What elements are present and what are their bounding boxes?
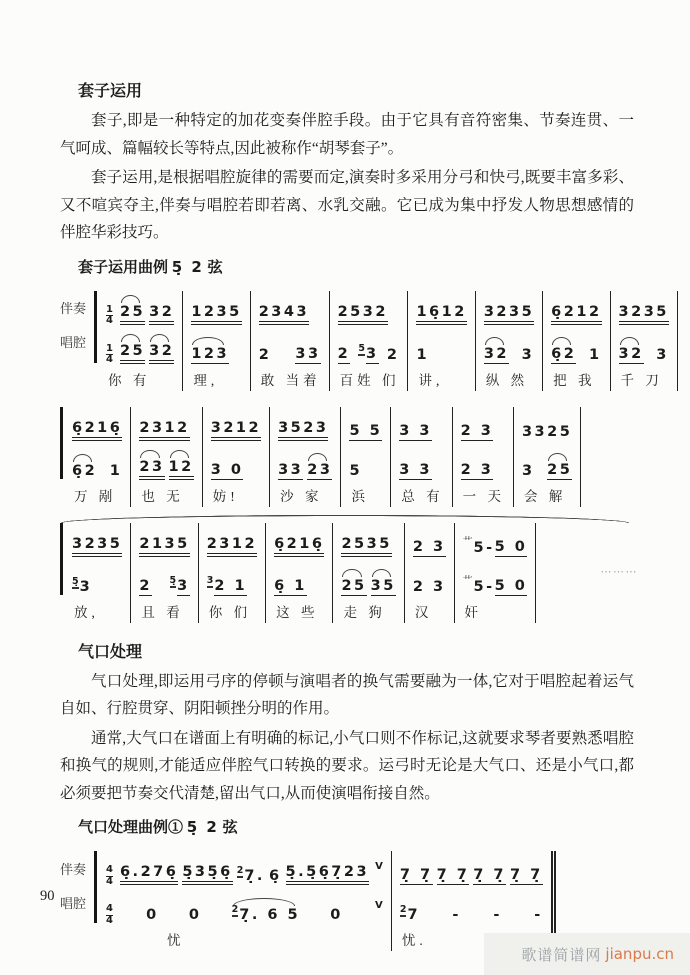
accompaniment-line (72, 523, 122, 562)
accompaniment-line (349, 407, 382, 446)
note: 2535 (341, 535, 391, 557)
note: 6̣212 (551, 303, 601, 325)
vocal-line (278, 446, 332, 485)
grace-note: 5̣ (72, 575, 79, 587)
vocal-line (259, 330, 321, 369)
note: 0 (146, 907, 159, 923)
vocal-line (211, 446, 261, 485)
note: 33 (278, 461, 304, 478)
measure (341, 407, 391, 507)
vocal-line (522, 446, 572, 485)
tie-group (413, 578, 446, 596)
vocal-line (400, 890, 543, 929)
note: 23 (139, 458, 164, 480)
note: 2 (139, 577, 152, 594)
lyrics-line: 百姓 们 (339, 372, 400, 388)
note: 3 0 (210, 461, 244, 478)
lyrics-line: 妨! (212, 488, 239, 504)
caption-suffix: 弦 (222, 820, 238, 836)
vocal-line (416, 330, 466, 369)
breath-mark: V (375, 861, 383, 872)
note: 2135 (139, 535, 189, 557)
note: 6̣216̣ (274, 535, 324, 557)
note: 33 (295, 345, 321, 362)
system-bracket (94, 291, 97, 363)
note: 3235 (484, 303, 534, 325)
accompaniment-line (278, 407, 332, 446)
measure (64, 407, 131, 507)
note: 5 0 (494, 538, 528, 555)
section-heading-qikou: 气口处理 (78, 643, 143, 661)
accompaniment-line (484, 291, 534, 330)
note: 2 (386, 346, 400, 363)
caption-suffix: 弦 (207, 259, 223, 276)
tie-group (463, 577, 528, 596)
measure (405, 523, 455, 623)
grace-note: 3 (206, 574, 214, 586)
note: 3 3 (399, 422, 432, 439)
lyrics-line: 你 们 (208, 604, 252, 620)
note: 6̣ 1 (274, 577, 307, 594)
lyrics-line: 讲, (418, 372, 444, 388)
lyrics-line: 把 我 (553, 372, 596, 388)
lyrics-line: 一 天 (462, 488, 505, 504)
vocal-line (484, 330, 534, 369)
note: 2312 (207, 535, 257, 557)
trill-mark: 艹 (462, 575, 473, 587)
watermark-site-name: 歌谱简谱网 (521, 947, 602, 964)
staff-label-accompaniment: 伴奏 (60, 861, 87, 877)
measure (131, 523, 198, 623)
note: 3 3 (399, 461, 432, 478)
note: $^艹$5 (462, 536, 487, 556)
vocal-line (399, 446, 443, 485)
measure (131, 407, 202, 507)
continuation-dots: ⋯⋯⋯ (600, 565, 638, 578)
lyrics-line: 万 剐 (74, 488, 117, 504)
note: 2 3 (412, 578, 446, 595)
lyrics-line: 你 有 (108, 372, 151, 388)
accompaniment-line (461, 407, 505, 446)
grace-note: 2 (399, 904, 407, 915)
note: 25 (120, 342, 145, 364)
lyrics-line: 这 些 (276, 604, 319, 620)
note: - (486, 578, 495, 595)
lyrics-line: 理, (193, 372, 219, 388)
note: 123 (191, 345, 230, 362)
note: 5 0 (494, 577, 528, 594)
system-row (60, 291, 669, 391)
time-signature: $\frac{4}{4}$ (106, 903, 113, 926)
note: 6̣ (268, 868, 282, 884)
note: - (534, 907, 543, 923)
measure (251, 291, 330, 391)
grace-note: 5 (358, 342, 366, 354)
accompaniment-line (400, 851, 543, 890)
trill-mark: 艹 (462, 536, 473, 548)
note: 3 (521, 462, 535, 479)
lyrics-line: 且 看 (141, 604, 184, 620)
time-signature: $\frac{1}{4}$ (106, 303, 113, 326)
time-signature: $\frac{1}{4}$ (106, 342, 113, 365)
lyrics-line: 敢 当着 (260, 372, 321, 388)
vocal-line (619, 330, 669, 369)
vocal-line (72, 562, 122, 601)
example-caption-qikou (78, 816, 634, 837)
accompaniment-line (139, 407, 193, 446)
measure (333, 523, 404, 623)
lyrics-line: 纵 然 (485, 372, 529, 388)
note: 2 3 (412, 538, 446, 555)
system-bracket (94, 851, 97, 923)
note: 2 (258, 346, 272, 363)
tie-group (463, 538, 528, 557)
note: 7̣ 7̣ (473, 867, 507, 883)
note: 5̣.5̣6̣7̣23 (286, 863, 370, 885)
note: 6̣.276̣ (120, 863, 178, 885)
note: 6̣2 (72, 462, 98, 479)
note: 32 (618, 345, 644, 362)
note: - (452, 907, 461, 923)
vocal-line (139, 446, 193, 485)
note: 3235 (619, 303, 669, 325)
measure (391, 407, 452, 507)
note: 3212 (211, 419, 261, 441)
note: 6̣2 (551, 345, 577, 362)
note: 25 (547, 461, 573, 478)
lyrics-line: 总 有 (401, 488, 444, 504)
note: 5 5 (349, 422, 383, 439)
section-heading-taozi: 套子运用 (78, 83, 143, 100)
accompaniment-line (106, 851, 383, 890)
note: - (493, 907, 502, 923)
paragraph-taozi-1: 套子,即是一种特定的加花变奏伴腔手段。由于它具有音符密集、节奏连贯、一气呵成、篇幅较长等特点,因此被称作“胡琴套子”。 (60, 112, 634, 157)
note: 2 3 (460, 461, 494, 478)
vocal-line (338, 330, 400, 369)
note: 3 (656, 346, 669, 363)
note: 7̣ 7̣ (399, 867, 433, 883)
measure (98, 851, 392, 951)
note: 3235 (72, 535, 122, 557)
accompaniment-line (416, 291, 466, 330)
accompaniment-line (463, 523, 528, 562)
measure (98, 291, 183, 391)
breath-mark: V (375, 900, 383, 911)
caption-text: 套子运用曲例 (78, 259, 169, 276)
accompaniment-line (619, 291, 669, 330)
watermark (484, 933, 690, 975)
note: 3523 (278, 419, 328, 441)
note: $^3$2 1 (206, 574, 248, 594)
accompaniment-line (341, 523, 395, 562)
system-bracket (60, 523, 63, 595)
note: 35 (370, 577, 396, 594)
accompaniment-line (551, 291, 601, 330)
measure (476, 291, 543, 391)
vocal-line (106, 890, 383, 929)
music-system-1 (60, 291, 669, 391)
measure (455, 523, 537, 623)
example-caption-taozi (78, 256, 634, 277)
note: 25 (341, 577, 367, 594)
measure (543, 291, 610, 391)
note: 1 (109, 462, 123, 479)
measure (514, 407, 581, 507)
paragraph-taozi-2: 套子运用,是根据唱腔旋律的需要而定,演奏时多采用分弓和快弓,既要丰富多彩、又不喧宾夺主,伴奏与唱腔若即若离、水乳交融。它已成为集中抒发人物思想感情的伴腔华彩技巧。 (60, 169, 634, 241)
note: 1 (588, 346, 602, 363)
vocal-line (463, 562, 528, 601)
lyrics-line: 浜 (351, 488, 369, 504)
lyrics-line: 走 狗 (343, 604, 386, 620)
page-number: 90 (40, 888, 55, 904)
staff-labels (60, 291, 94, 359)
vocal-line (191, 330, 241, 369)
system-row (60, 523, 638, 623)
note: 3 (521, 346, 535, 363)
note: $^2$7 (399, 904, 421, 923)
measure (408, 291, 475, 391)
accompaniment-line (72, 407, 122, 446)
accompaniment-line (139, 523, 189, 562)
vocal-line (341, 562, 395, 601)
note: $^2$7̣. (236, 865, 265, 884)
note: 16̣12 (416, 303, 466, 325)
vocal-line (72, 446, 122, 485)
paragraph-qikou-2: 通常,大气口在谱面上有明确的标记,小气口则不作标记,这就要求琴者要熟悉唱腔和换气的规则,才能适应伴腔气口转换的要求。运弓时无论是大气口、还是小气口,都必须要把节奏交代清楚,留出气口,从而使演唱衔接自然。 (60, 729, 634, 802)
note: 2 (337, 345, 351, 362)
staff-labels (60, 851, 94, 919)
vocal-line (274, 562, 324, 601)
staff-label-accompaniment: 伴奏 (60, 301, 87, 316)
staff-label-vocal: 唱腔 (60, 335, 87, 350)
paragraph-qikou-1: 气口处理,即运用弓序的停顿与演唱者的换气需要融为一体,它对于唱腔起着运气自如、行腔贯穿、阴阳顿挫分明的作用。 (60, 672, 634, 717)
note: 1 (416, 346, 430, 363)
vocal-line (106, 330, 174, 369)
note: 32 (149, 303, 174, 325)
measure (64, 523, 131, 623)
note: 5 (349, 462, 363, 479)
lyrics-line: 忧 (108, 933, 185, 948)
lyrics-line: 也 无 (141, 488, 184, 504)
lyrics-line: 沙 家 (280, 488, 323, 504)
accompaniment-line (522, 407, 572, 446)
accompaniment-line (207, 523, 257, 562)
measures-row (98, 291, 678, 391)
measures-row (64, 407, 581, 507)
time-signature: $\frac{4}{4}$ (106, 864, 113, 887)
note: $^2$7̣. 6 5 (231, 904, 301, 923)
vocal-line (551, 330, 601, 369)
measure (183, 291, 250, 391)
note: 6̣216̣ (72, 419, 122, 441)
music-system-2 (60, 407, 634, 507)
note: 2532 (338, 303, 388, 325)
note: 0 (330, 907, 343, 923)
staff-label-vocal: 唱腔 (60, 895, 87, 911)
note: 32 (483, 345, 509, 362)
note: 3325 (521, 423, 573, 440)
lyrics-line: 汉 (414, 604, 433, 620)
lyrics-line: 放, (74, 604, 99, 620)
grace-note: 5̣ (169, 574, 177, 586)
measure (199, 523, 266, 623)
note: 32 (149, 342, 174, 364)
accompaniment-line (211, 407, 261, 446)
vocal-line (207, 562, 257, 601)
note: 2343 (259, 303, 309, 325)
note: $^艹$5 (462, 575, 487, 595)
vocal-line (413, 562, 446, 601)
note: 5̣35̣6̣ (182, 863, 232, 885)
caption-key-notes: 5̣ 2 (171, 257, 204, 276)
measure (203, 407, 270, 507)
note: $^{5̣}$3 (169, 574, 190, 594)
system-row (60, 407, 634, 507)
note: 2 3 (460, 422, 494, 439)
note: $^{5̣}$3 (72, 575, 93, 595)
accompaniment-line (413, 523, 446, 562)
accompaniment-line (274, 523, 324, 562)
watermark-url: jianpu.cn (605, 945, 674, 963)
measures-row (64, 523, 536, 623)
lyrics-line: 忧. (401, 933, 427, 948)
grace-note: 2 (236, 865, 244, 876)
music-system-3 (60, 523, 638, 623)
note: 2312 (139, 419, 189, 441)
note: 0 (188, 907, 202, 923)
caption-key-notes: 5̣ 2 (186, 818, 219, 836)
note: 25 (120, 303, 145, 325)
lyrics-line: 奸 (464, 604, 483, 620)
measure (270, 407, 341, 507)
note: 7̣ 7̣ (510, 867, 543, 883)
note: $^5$3 (358, 342, 379, 362)
accompaniment-line (259, 291, 321, 330)
lyrics-line: 会 解 (523, 488, 567, 504)
caption-text: 气口处理曲例① (78, 820, 184, 836)
note: 23 (307, 461, 333, 478)
lyrics-line: 千 刀 (620, 372, 663, 388)
accompaniment-line (106, 291, 174, 330)
vocal-line (461, 446, 505, 485)
accompaniment-line (399, 407, 443, 446)
note: 1235 (191, 303, 241, 325)
measure (330, 291, 409, 391)
vocal-line (139, 562, 189, 601)
note: - (486, 539, 495, 556)
measure (611, 291, 678, 391)
vocal-line (349, 446, 382, 485)
accompaniment-line (338, 291, 400, 330)
system-bracket (60, 407, 63, 479)
measure (453, 407, 514, 507)
grace-note: 2 (231, 904, 239, 915)
measure (266, 523, 333, 623)
note: 7̣ 7̣ (436, 867, 470, 883)
accompaniment-line (191, 291, 241, 330)
note: 12 (169, 458, 194, 480)
